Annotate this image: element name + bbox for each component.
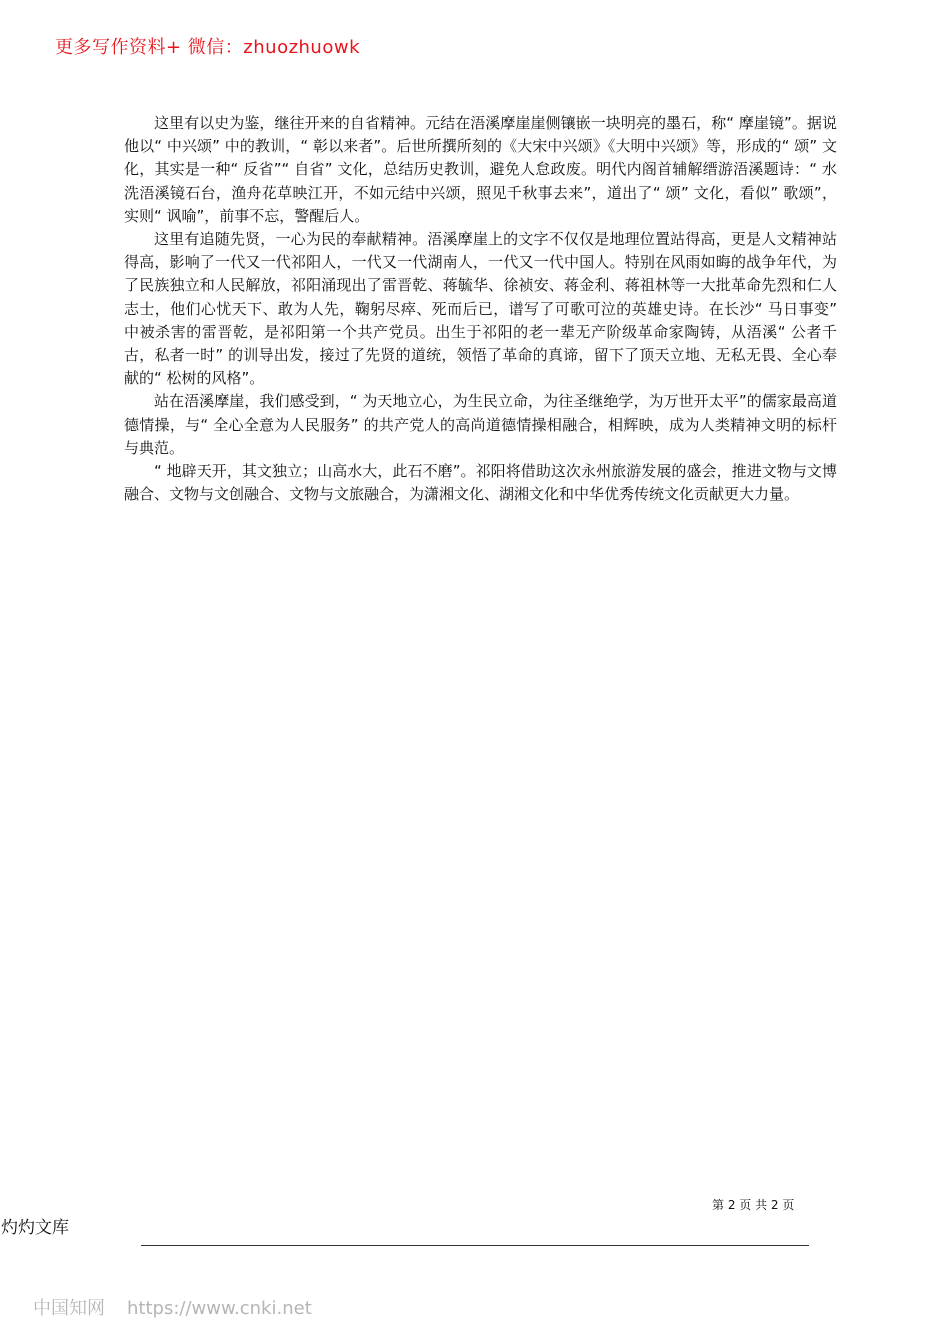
paragraph: “ 地辟天开，其文独立；山高水大，此石不磨”。祁阳将借助这次永州旅游发展的盛会，推进文物与文博融合、文物与文创融合、文物与文旅融合，为潇湘文化、湖湘文化和中华优秀传统文化贡献更大力量。 [124,462,837,504]
watermark-url: https://www.cnki.net [127,1298,312,1319]
footer-divider [141,1245,809,1246]
document-body [124,112,837,506]
paragraph: 这里有追随先贤，一心为民的奉献精神。浯溪摩崖上的文字不仅仅是地理位置站得高，更是人文精神站得高，影响了一代又一代祁阳人，一代又一代湖南人，一代又一代中国人。特别在风雨如晦的战争年代，为了民族独立和人民解放，祁阳涌现出了雷晋乾、蒋毓华、徐祯安、蒋金利、蒋祖林等一大批革命先烈和仁人志士，他们心忧天下、敢为人先，鞠躬尽瘁、死而后已，谱写了可歌可泣的英雄史诗。在长沙“ 马日事变” 中被杀害的雷晋乾，是祁阳第一个共产党员。出生于祁阳的老一辈无产阶级革命家陶铸，从浯溪“ 公者千古，私者一时” 的训导出发，接过了先贤的道统，领悟了革命的真谛，留下了顶天立地、无私无畏、全心奉献的“ 松树的风格”。 [124,230,837,388]
paragraph: 这里有以史为鉴，继往开来的自省精神。元结在浯溪摩崖崖侧镶嵌一块明亮的墨石，称“ 摩崖镜”。据说他以“ 中兴颂” 中的教训，“ 彰以来者”。后世所撰所刻的《大宋中兴颂》《大明中兴颂》等，形成的“ 颂” 文化，其实是一种“ 反省”“ 自省” 文化，总结历史教训，避免人怠政废。明代内阁首辅解缙游浯溪题诗：“ 水洗浯溪镜石台，渔舟花草映江开，不如元结中兴颂，照见千秋事去来”，道出了“ 颂” 文化，看似” 歌颂”，实则“ 讽喻”，前事不忘，警醒后人。 [124,114,837,225]
footer-brand: 灼灼文库 [1,1218,69,1238]
paragraph: 站在浯溪摩崖，我们感受到，“ 为天地立心，为生民立命，为往圣继绝学，为万世开太平”的儒家最高道德情操，与“ 全心全意为人民服务” 的共产党人的高尚道德情操相融合，相辉映，成为人类精神文明的标杆与典范。 [124,392,837,457]
watermark-brand: 中国知网 [33,1298,105,1319]
watermark [33,1294,312,1320]
promo-banner: 更多写作资料+ 微信：zhuozhuowk [55,37,361,58]
page-number: 第 2 页 共 2 页 [712,1198,795,1212]
